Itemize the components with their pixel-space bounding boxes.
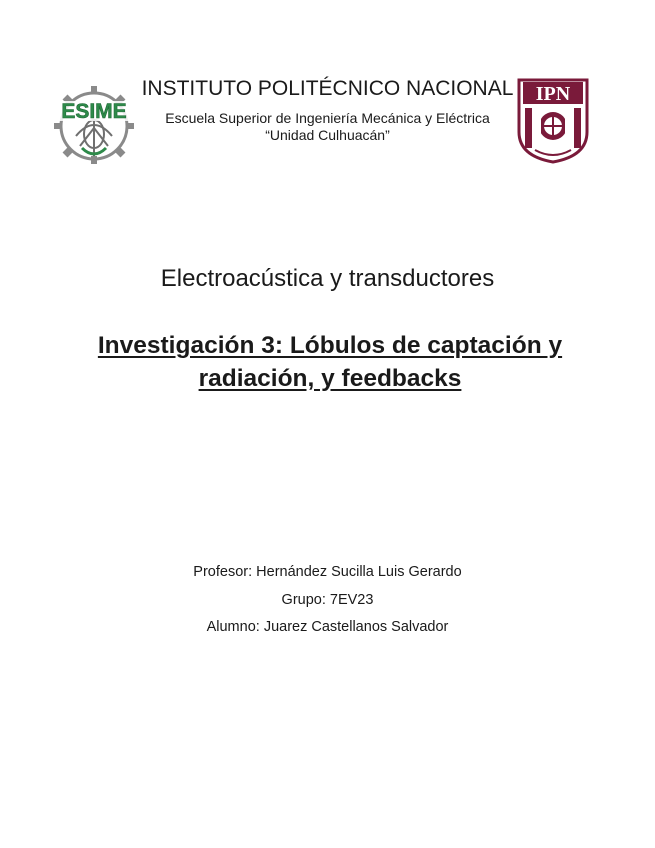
school-name: Escuela Superior de Ingeniería Mecánica y Eléctrica (165, 110, 490, 126)
esime-logo (52, 84, 136, 166)
ipn-logo (513, 74, 593, 164)
esime-logo-text: ESIME (61, 100, 127, 123)
esime-logo-graphic (52, 84, 136, 166)
group-line: Grupo: 7EV23 (281, 591, 374, 608)
student-line: Alumno: Juarez Castellanos Salvador (206, 619, 449, 635)
document-title: Investigación 3: Lóbulos de captación y radiación, y feedbacks (97, 332, 563, 392)
ipn-logo-text: IPN (535, 83, 571, 105)
course-title: Electroacústica y transductores (160, 265, 495, 292)
author-info (0, 562, 655, 645)
header-block (140, 76, 515, 144)
professor-line: Profesor: Hernández Sucilla Luis Gerardo (193, 564, 462, 580)
ipn-logo-graphic (513, 74, 593, 164)
institute-name: INSTITUTO POLITÉCNICO NACIONAL (141, 77, 514, 100)
campus-name: “Unidad Culhuacán” (265, 127, 390, 143)
